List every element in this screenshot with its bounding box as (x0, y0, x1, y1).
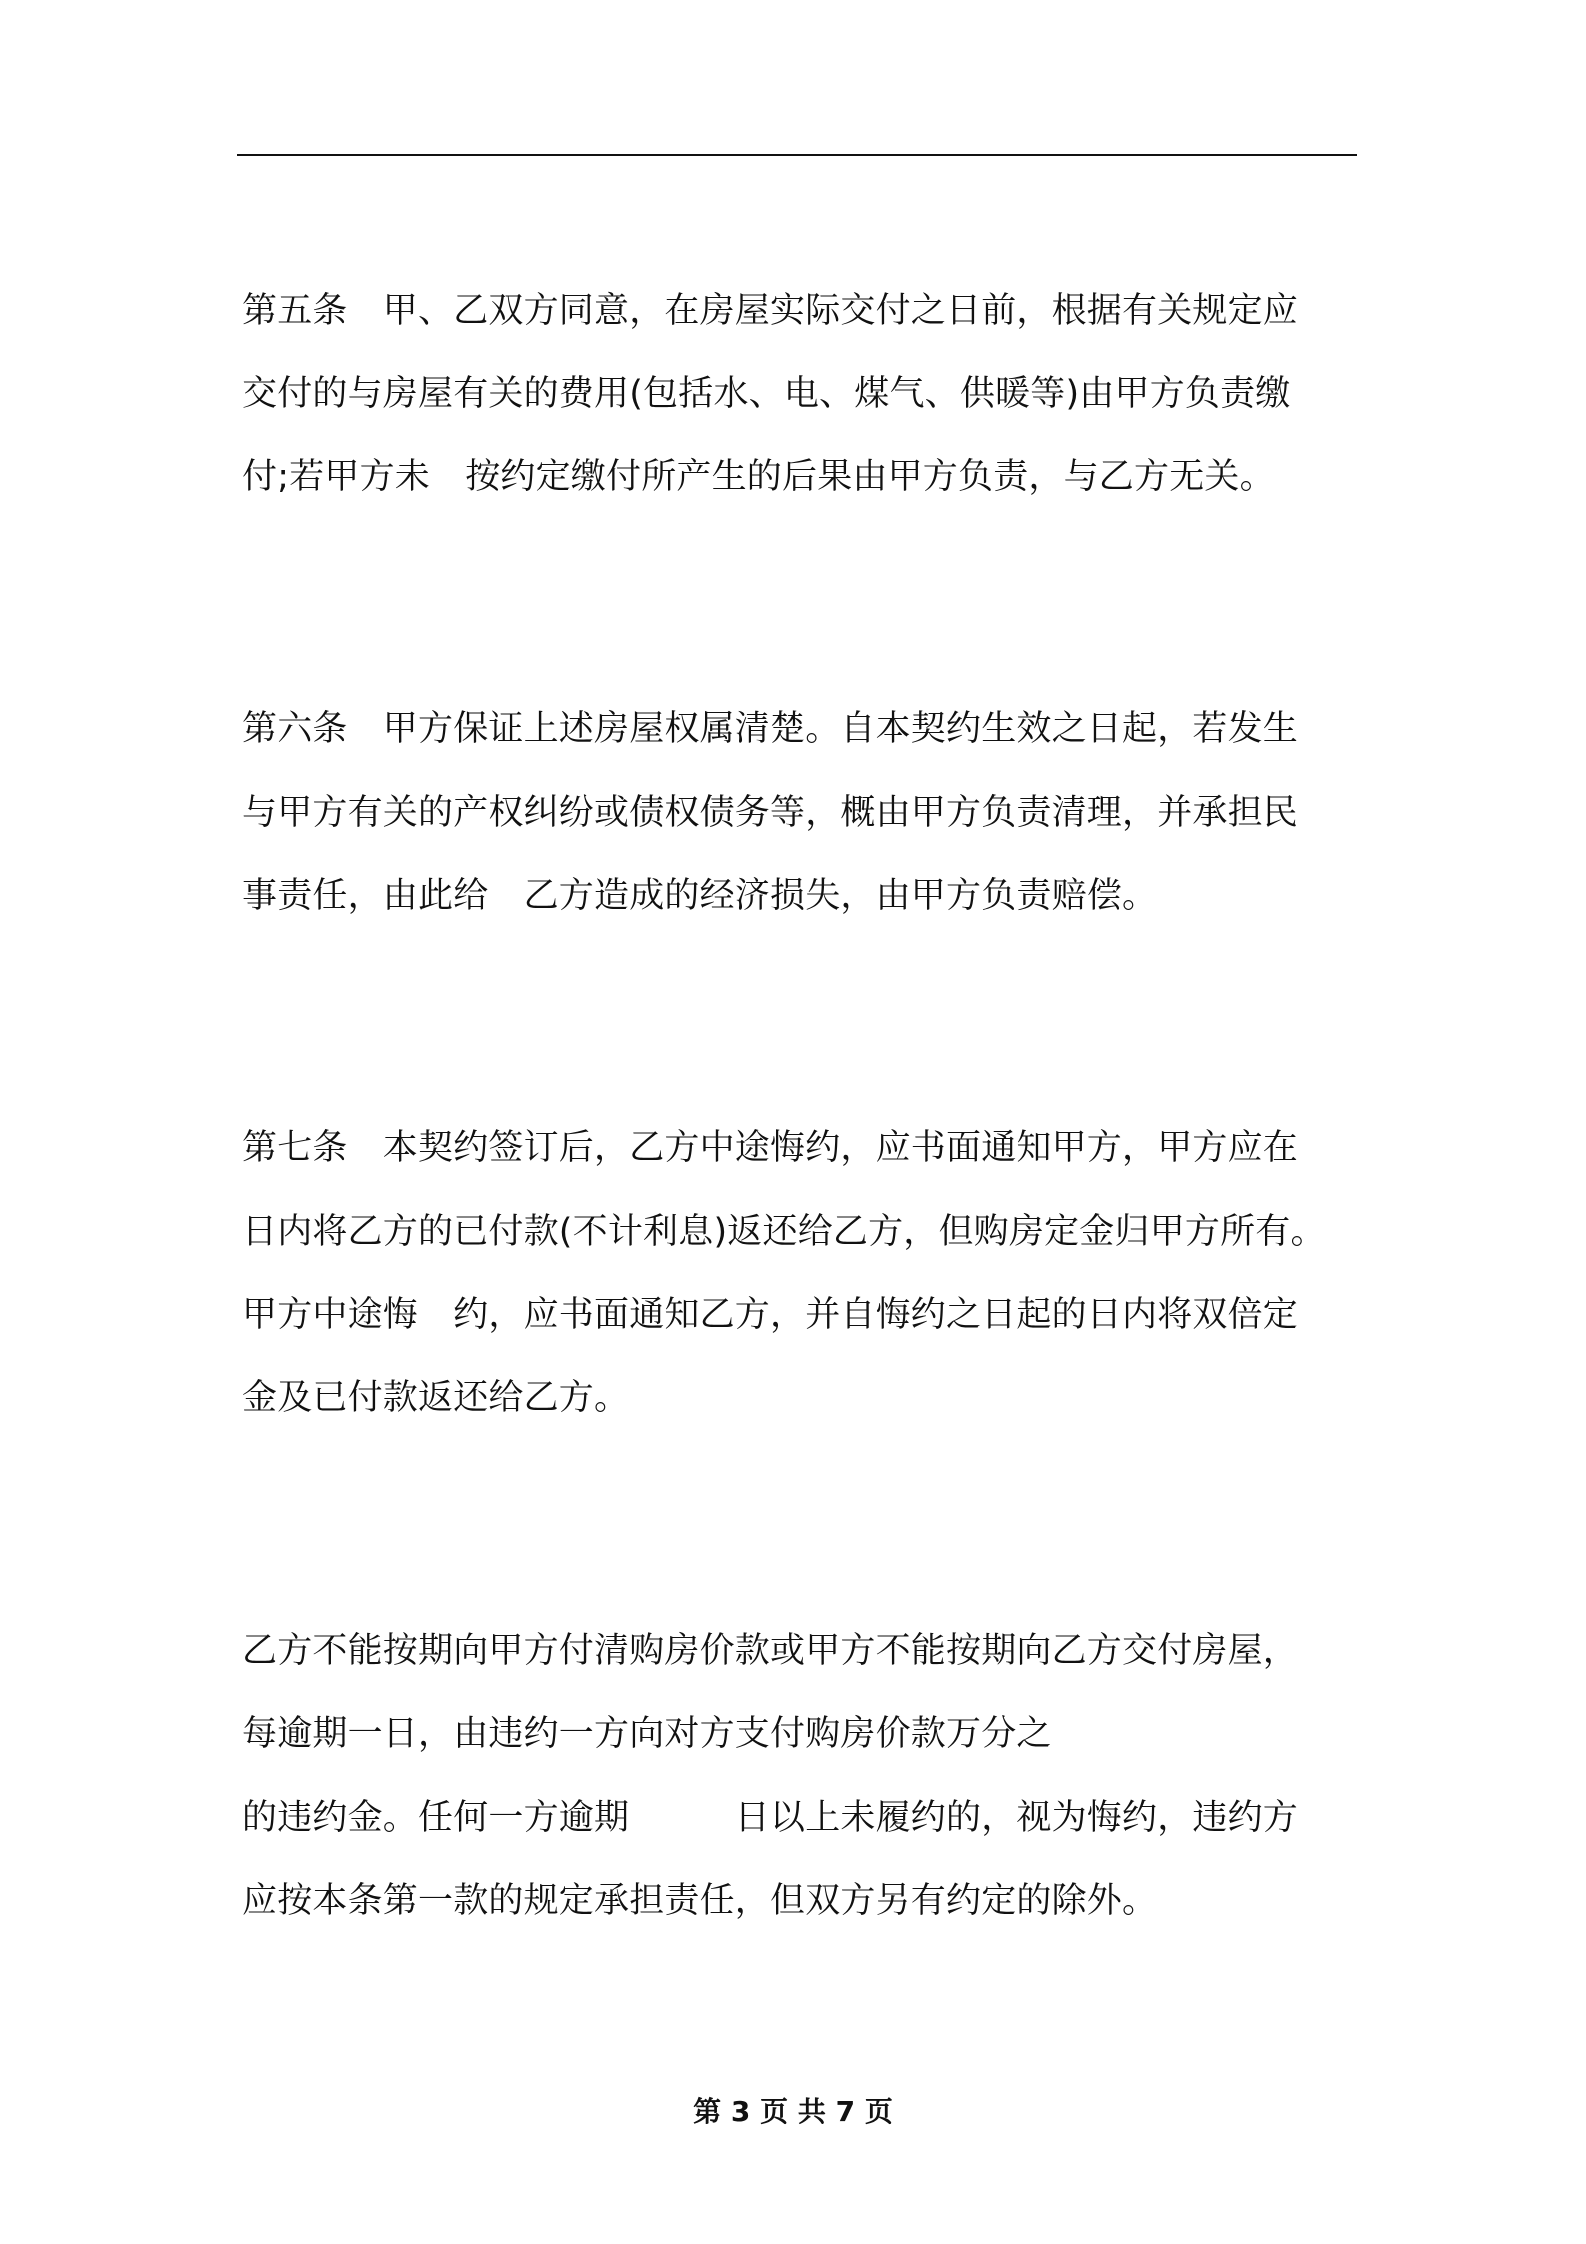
default-clause-line-2: 每逾期一日，由违约一方向对方支付购房价款万分之 (242, 1714, 1052, 1754)
default-clause-line-4: 应按本条第一款的规定承担责任，但双方另有约定的除外。 (242, 1881, 1158, 1921)
default-clause-line-3: 的违约金。任何一方逾期 日以上未履约的，视为悔约，违约方 (242, 1798, 1299, 1838)
clause-6-line-3: 事责任，由此给 乙方造成的经济损失，由甲方负责赔偿。 (242, 876, 1158, 916)
header-rule (237, 154, 1357, 156)
default-clause-line-1: 乙方不能按期向甲方付清购房价款或甲方不能按期向乙方交付房屋， (242, 1631, 1299, 1671)
clause-6-line-1: 第六条 甲方保证上述房屋权属清楚。自本契约生效之日起，若发生 (242, 709, 1299, 749)
clause-7-line-4: 金及已付款返还给乙方。 (242, 1378, 630, 1418)
clause-7-line-2: 日内将乙方的已付款(不计利息)返还给乙方，但购房定金归甲方所有。 (242, 1212, 1326, 1252)
page-number: 第 3 页 共 7 页 (693, 2095, 893, 2128)
clause-5-line-1: 第五条 甲、乙双方同意，在房屋实际交付之日前，根据有关规定应 (242, 291, 1299, 331)
clause-6-line-2: 与甲方有关的产权纠纷或债权债务等，概由甲方负责清理，并承担民 (242, 793, 1299, 833)
clause-5-line-2: 交付的与房屋有关的费用(包括水、电、煤气、供暖等)由甲方负责缴 (242, 374, 1291, 414)
clause-7-line-1: 第七条 本契约签订后，乙方中途悔约，应书面通知甲方，甲方应在 (242, 1128, 1299, 1168)
clause-7-line-3: 甲方中途悔 约，应书面通知乙方，并自悔约之日起的日内将双倍定 (242, 1295, 1299, 1335)
clause-5-line-3: 付;若甲方未 按约定缴付所产生的后果由甲方负责，与乙方无关。 (242, 457, 1275, 497)
